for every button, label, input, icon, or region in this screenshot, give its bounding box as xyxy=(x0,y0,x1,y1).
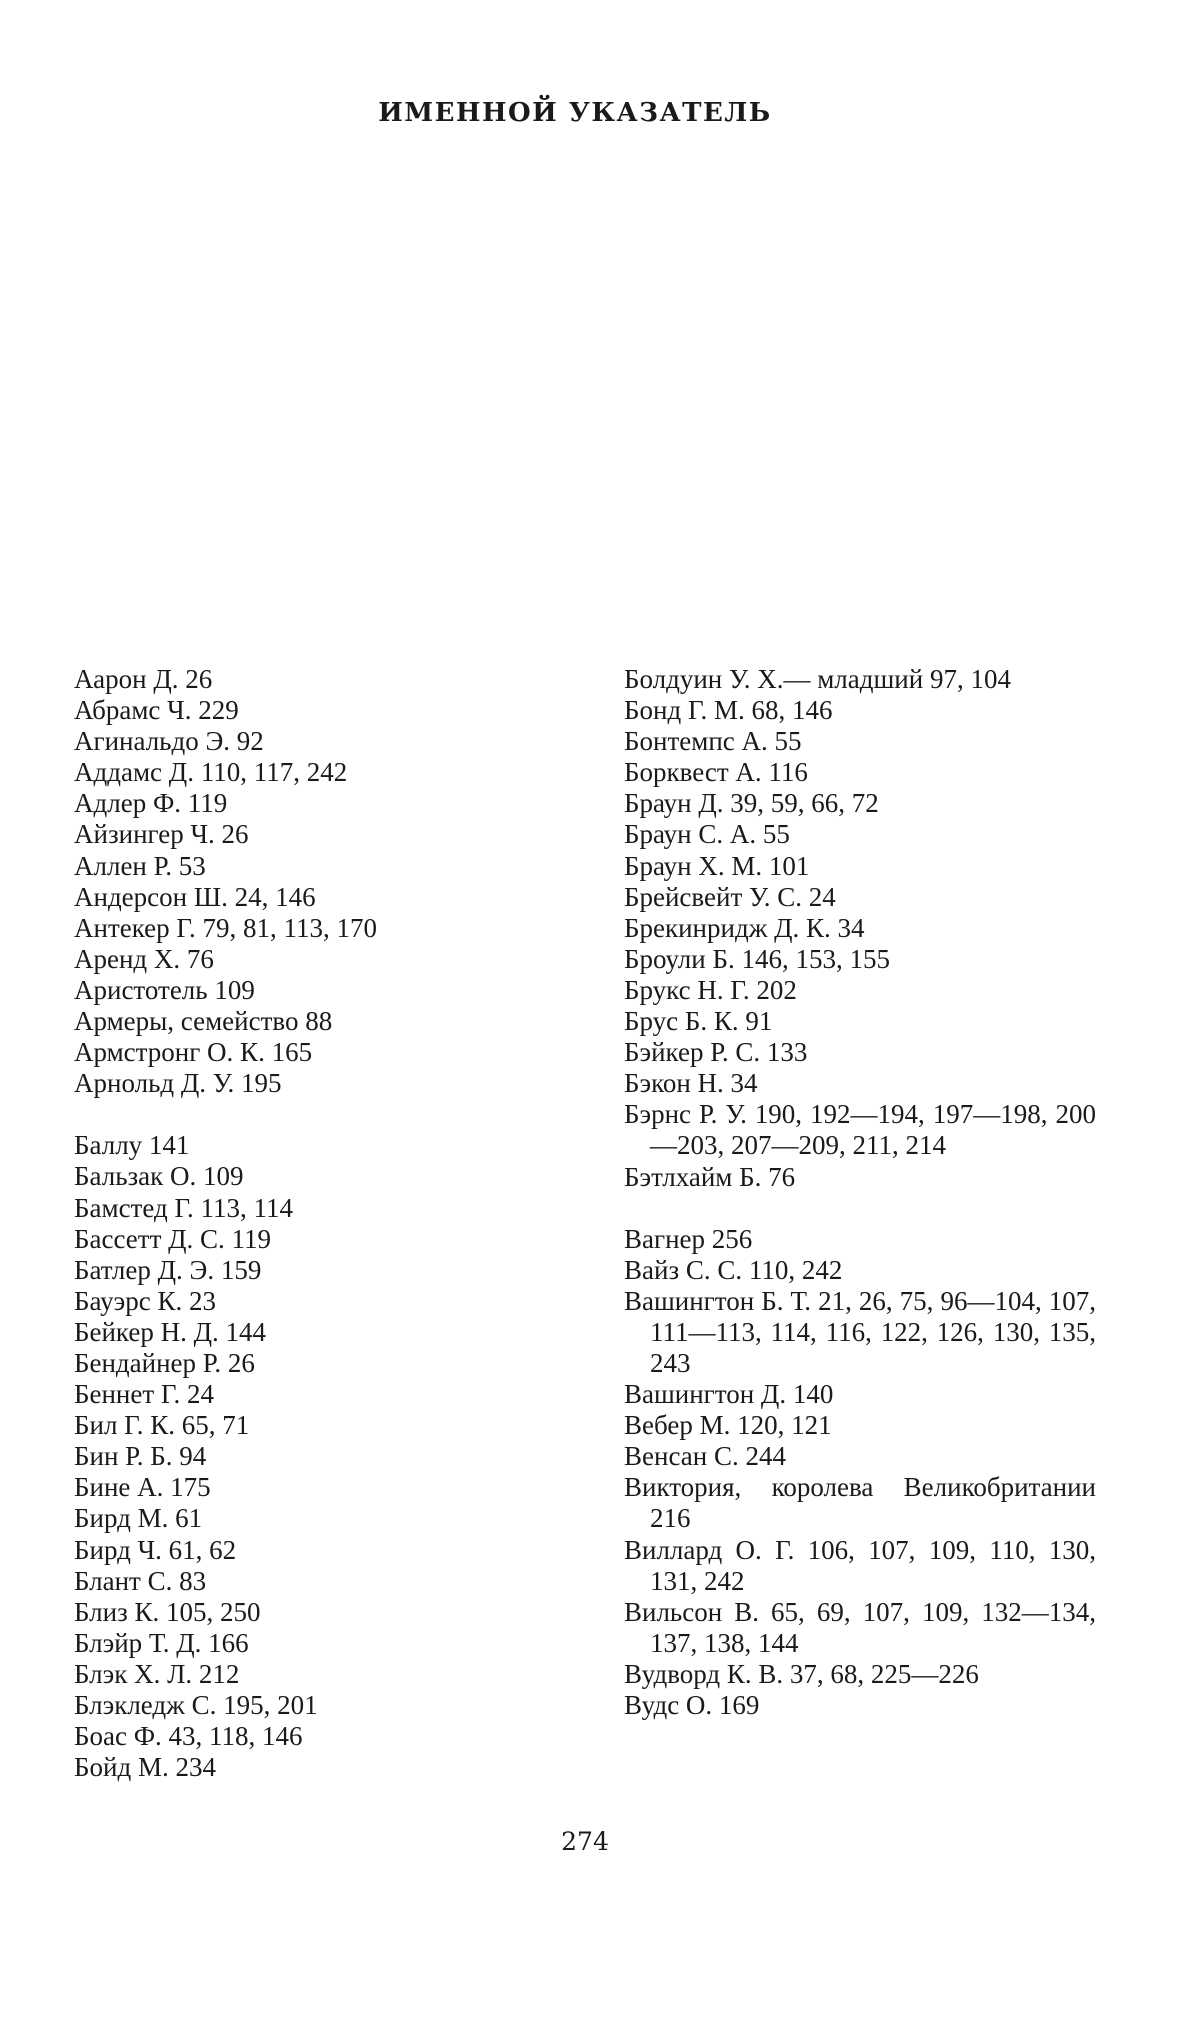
page-number: 274 xyxy=(561,1827,609,1856)
index-entry: Виллард О. Г. 106, 107, 109, 110, 130, 131, 242 xyxy=(624,1534,1096,1596)
index-entry: Вудс О. 169 xyxy=(624,1690,760,1720)
index-entry: Броули Б. 146, 153, 155 xyxy=(624,943,890,974)
index-entry: Болдуин У. Х.— младший 97, 104 xyxy=(624,664,1011,694)
index-entry: Виктория, королева Великобритании 216 xyxy=(624,1472,1096,1534)
index-entry: Абрамс Ч. 229 xyxy=(74,695,239,726)
index-entry: Баллу 141 xyxy=(74,1130,190,1161)
index-entry: Блэкледж С. 195, 201 xyxy=(74,1690,318,1720)
index-entry: Аристотель 109 xyxy=(74,974,255,1005)
letter-group-gap xyxy=(624,1193,1096,1224)
index-entry: Бэйкер Р. С. 133 xyxy=(624,1037,808,1068)
index-entry: Венсан С. 244 xyxy=(624,1441,786,1472)
index-entry: Антекер Г. 79, 81, 113, 170 xyxy=(74,912,377,943)
index-entry: Бэрнс Р. У. 190, 192—194, 197—198, 200—203, 207—209, 211, 214 xyxy=(624,1099,1096,1161)
index-entry: Бейкер Н. Д. 144 xyxy=(74,1316,267,1347)
index-entry: Бонтемпс А. 55 xyxy=(624,726,802,757)
index-entry: Андерсон Ш. 24, 146 xyxy=(74,881,316,912)
index-entry: Бонд Г. М. 68, 146 xyxy=(624,695,833,726)
index-entry: Бэтлхайм Б. 76 xyxy=(624,1161,796,1192)
index-entry: Вудворд К. В. 37, 68, 225—226 xyxy=(624,1658,979,1689)
index-entry: Брукс Н. Г. 202 xyxy=(624,974,797,1005)
index-entry: Армстронг О. К. 165 xyxy=(74,1037,313,1068)
index-entry: Брейсвейт У. С. 24 xyxy=(624,881,836,912)
index-entry: Бирд Ч. 61, 62 xyxy=(74,1534,237,1565)
index-entry: Бассетт Д. С. 119 xyxy=(74,1223,272,1254)
index-entry: Блэк Х. Л. 212 xyxy=(74,1658,240,1689)
index-entry: Бэкон Н. 34 xyxy=(624,1068,758,1099)
index-entry: Адлер Ф. 119 xyxy=(74,788,228,819)
index-entry: Браун С. А. 55 xyxy=(624,819,790,850)
index-entry: Вайз С. С. 110, 242 xyxy=(624,1254,843,1285)
index-entry: Аллен Р. 53 xyxy=(74,850,206,881)
index-entry: Бауэрс К. 23 xyxy=(74,1285,216,1316)
index-entry: Вашингтон Д. 140 xyxy=(624,1379,834,1410)
index-entry: Брус Б. К. 91 xyxy=(624,1006,773,1037)
page-title: ИМЕННОЙ УКАЗАТЕЛЬ xyxy=(378,98,772,128)
index-entry: Блэйр Т. Д. 166 xyxy=(74,1627,249,1658)
index-entry: Аддамс Д. 110, 117, 242 xyxy=(74,757,348,788)
index-entry: Бамстед Г. 113, 114 xyxy=(74,1192,294,1223)
index-entry: Вебер М. 120, 121 xyxy=(624,1410,832,1441)
index-entry: Бендайнер Р. 26 xyxy=(74,1347,255,1378)
index-entry: Арнольд Д. У. 195 xyxy=(74,1068,282,1099)
index-entry: Близ К. 105, 250 xyxy=(74,1596,261,1627)
index-entry: Блант С. 83 xyxy=(74,1565,207,1596)
index-entry: Беннет Г. 24 xyxy=(74,1379,214,1410)
index-column-left xyxy=(74,664,544,1783)
index-entry: Бине А. 175 xyxy=(74,1472,211,1503)
index-entry: Браун Д. 39, 59, 66, 72 xyxy=(624,788,879,819)
index-entry: Борквест А. 116 xyxy=(624,757,808,788)
index-entry: Бин Р. Б. 94 xyxy=(74,1441,207,1472)
index-entry: Брекинридж Д. К. 34 xyxy=(624,912,865,943)
index-entry: Вагнер 256 xyxy=(624,1223,753,1254)
index-entry: Бил Г. К. 65, 71 xyxy=(74,1410,250,1441)
index-entry: Батлер Д. Э. 159 xyxy=(74,1254,262,1285)
index-entry: Бальзак О. 109 xyxy=(74,1161,244,1192)
index-entry: Армеры, семейство 88 xyxy=(74,1006,333,1037)
index-entry: Вильсон В. 65, 69, 107, 109, 132—134, 137, 138, 144 xyxy=(624,1596,1096,1658)
letter-group-gap xyxy=(74,1099,544,1130)
index-entry: Аарон Д. 26 xyxy=(74,664,213,694)
index-entry: Айзингер Ч. 26 xyxy=(74,819,249,850)
index-entry: Боас Ф. 43, 118, 146 xyxy=(74,1721,303,1752)
index-entry: Агинальдо Э. 92 xyxy=(74,726,264,757)
index-column-right xyxy=(624,664,1096,1721)
index-entry: Бирд М. 61 xyxy=(74,1503,203,1534)
index-entry: Браун Х. М. 101 xyxy=(624,850,810,881)
index-entry: Бойд М. 234 xyxy=(74,1752,216,1783)
index-entry: Аренд Х. 76 xyxy=(74,943,214,974)
index-entry: Вашингтон Б. Т. 21, 26, 75, 96—104, 107, 111—113, 114, 116, 122, 126, 130, 135, 243 xyxy=(624,1285,1096,1378)
